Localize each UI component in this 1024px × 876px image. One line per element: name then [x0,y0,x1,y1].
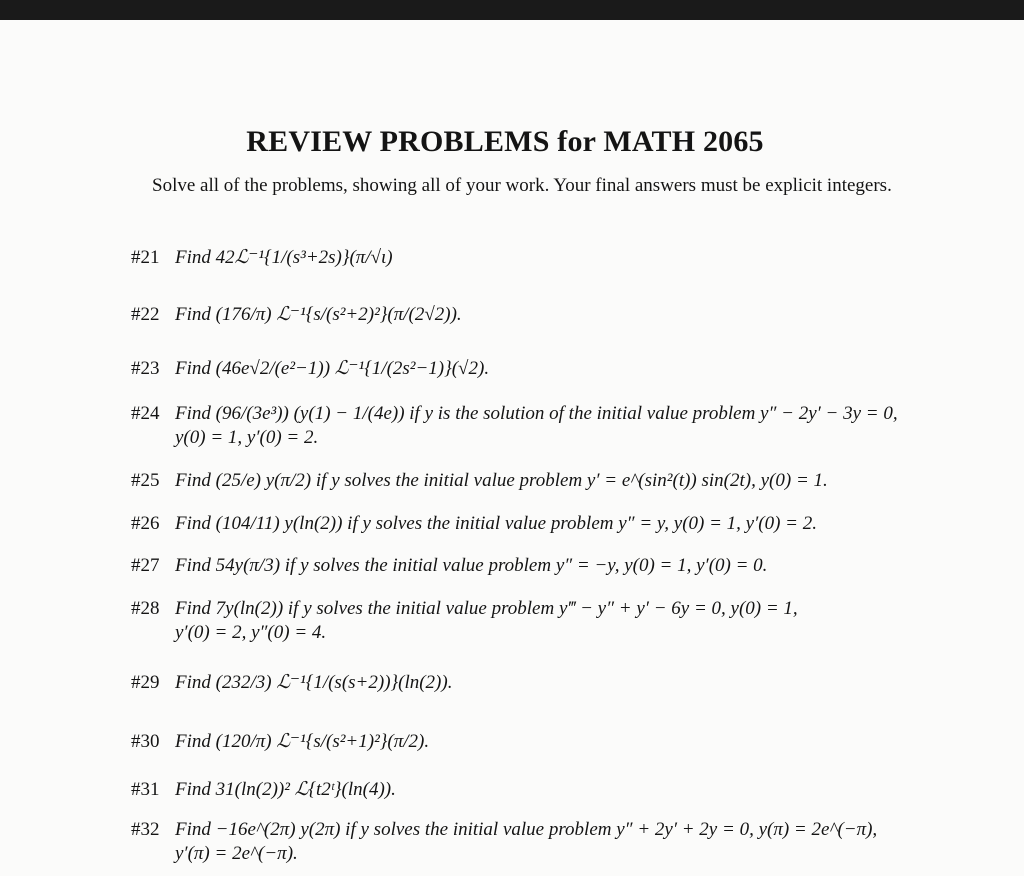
problem-22 [131,303,911,327]
problem-29 [131,671,911,695]
problem-25 [131,469,911,493]
problem-26 [131,512,911,536]
problem-text: Find (232/3) ℒ⁻¹{1/(s(s+2))}(ln(2)). [175,672,453,693]
problem-number: #29 [131,672,160,693]
problem-number: #28 [131,598,160,619]
problem-text: Find (25/e) y(π/2) if y solves the initial value problem y′ = e^(sin²(t)) sin(2t), y(0) = 1. [175,470,828,491]
problem-text: Find 31(ln(2))² ℒ{t2ᵗ}(ln(4)). [175,779,396,800]
problem-number: #25 [131,470,160,491]
problem-28 [131,597,911,645]
problem-text-continued: y(0) = 1, y′(0) = 2. [175,427,319,448]
problem-number: #22 [131,304,160,325]
problem-24 [131,402,911,450]
problem-number: #23 [131,358,160,379]
problem-number: #27 [131,555,160,576]
problem-number: #26 [131,513,160,534]
problem-32 [131,818,911,866]
problem-text: Find 7y(ln(2)) if y solves the initial value problem y‴ − y″ + y′ − 6y = 0, y(0) = 1, [175,598,798,619]
problem-text: Find (96/(3e³)) (y(1) − 1/(4e)) if y is the solution of the initial value problem y″ − 2y′ − 3y = 0, [175,403,898,424]
page-title: REVIEW PROBLEMS for MATH 2065 [246,125,764,158]
problem-text: Find 54y(π/3) if y solves the initial value problem y″ = −y, y(0) = 1, y′(0) = 0. [175,555,768,576]
problem-21 [131,246,911,270]
problem-number: #30 [131,731,160,752]
problem-31 [131,778,911,802]
problem-text: Find (176/π) ℒ⁻¹{s/(s²+2)²}(π/(2√2)). [175,304,462,325]
problem-number: #32 [131,819,160,840]
problem-text: Find (104/11) y(ln(2)) if y solves the initial value problem y″ = y, y(0) = 1, y′(0) = 2. [175,513,818,534]
problem-27 [131,554,911,578]
problem-text: Find (46e√2/(e²−1)) ℒ⁻¹{1/(2s²−1)}(√2). [175,358,490,379]
problem-number: #24 [131,403,160,424]
problem-23 [131,357,911,381]
problem-text: Find −16e^(2π) y(2π) if y solves the initial value problem y″ + 2y′ + 2y = 0, y(π) = 2e^(−π), [175,819,878,840]
top-border [0,0,1024,20]
problem-number: #31 [131,779,160,800]
problem-text: Find 42ℒ⁻¹{1/(s³+2s)}(π/√ι) [175,247,393,268]
problem-number: #21 [131,247,160,268]
instructions: Solve all of the problems, showing all of your work. Your final answers must be explicit integers. [152,175,892,196]
problem-text-continued: y′(0) = 2, y″(0) = 4. [175,622,327,643]
problem-30 [131,730,911,754]
problem-text: Find (120/π) ℒ⁻¹{s/(s²+1)²}(π/2). [175,731,430,752]
problem-text-continued: y′(π) = 2e^(−π). [175,843,298,864]
